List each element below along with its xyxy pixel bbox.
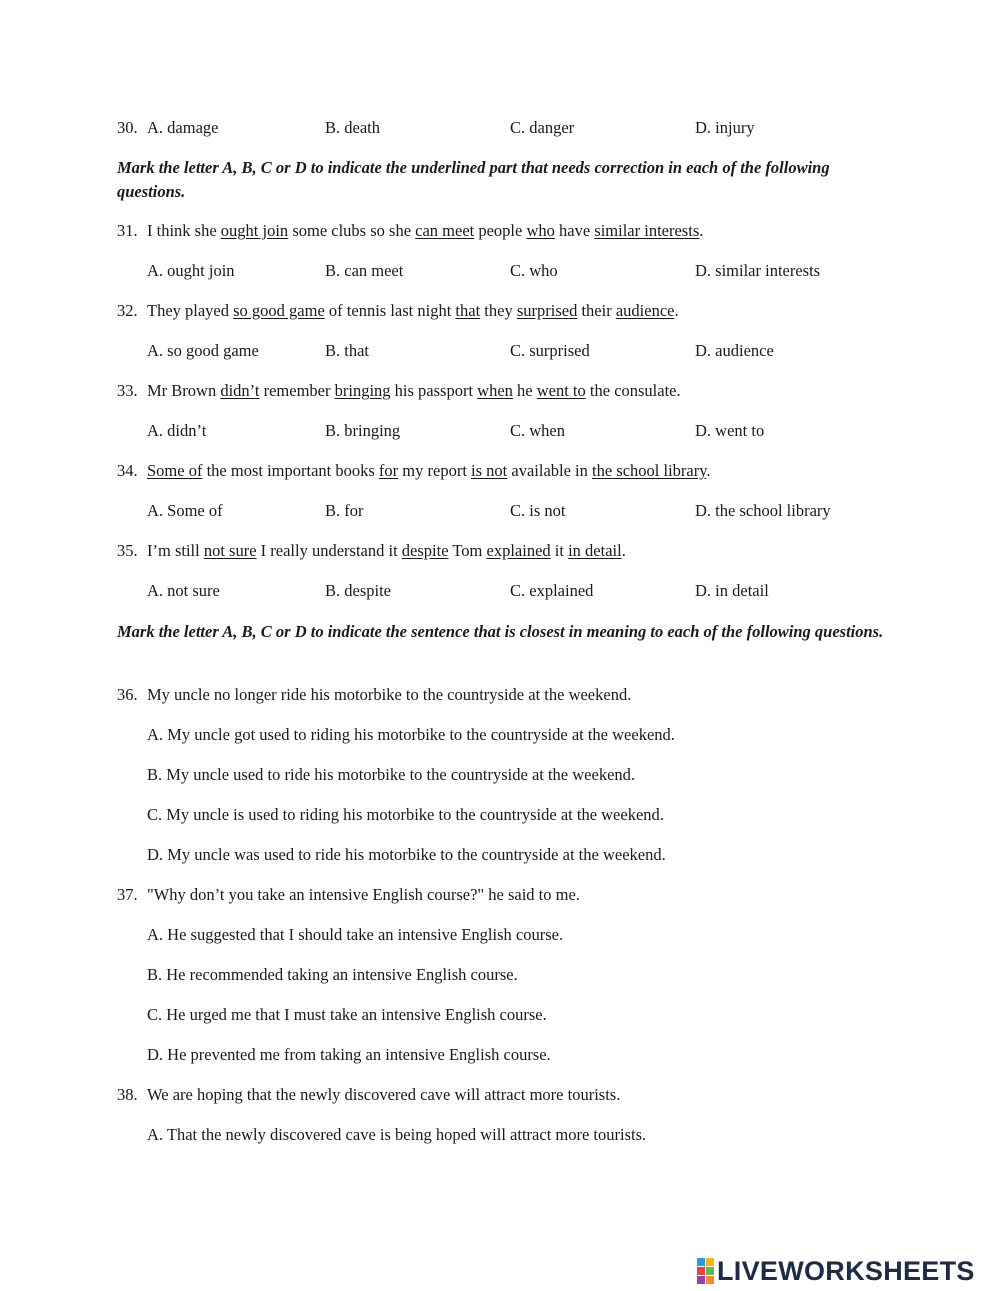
text: Mr Brown [147, 381, 221, 400]
underlined-d: similar interests [594, 221, 700, 240]
text: it [550, 541, 569, 560]
underlined-d: in detail [568, 541, 622, 560]
underlined-d: went to [536, 381, 586, 400]
question-number: 37. [117, 885, 138, 904]
underlined-b: for [378, 461, 399, 480]
option-d: D. audience [695, 341, 774, 360]
option-a: A. damage [147, 118, 219, 137]
text: . [699, 221, 704, 240]
option-c: C. surprised [510, 341, 590, 360]
option-b: B. bringing [325, 421, 401, 440]
underlined-c: when [477, 381, 513, 400]
choice-a: A. That the newly discovered cave is being hoped will attract more tourists. [147, 1125, 647, 1144]
option-b: B. can meet [325, 261, 404, 280]
underlined-c: surprised [516, 301, 578, 320]
text: available in [507, 461, 593, 480]
underlined-b: bringing [334, 381, 391, 400]
option-d: D. in detail [695, 581, 769, 600]
logo-block [697, 1258, 705, 1266]
text: his passport [390, 381, 478, 400]
logo-block [706, 1258, 714, 1266]
text: . [621, 541, 626, 560]
option-c: C. danger [510, 118, 575, 137]
text: have [554, 221, 595, 240]
choice-d: D. My uncle was used to ride his motorbike to the countryside at the weekend. [147, 845, 666, 864]
choice-b: B. He recommended taking an intensive English course. [147, 965, 518, 984]
option-b: B. despite [325, 581, 391, 600]
text: . [706, 461, 711, 480]
text: I’m still [147, 541, 204, 560]
text: of tennis last night [324, 301, 456, 320]
logo-text: LIVEWORKSHEETS [717, 1255, 975, 1286]
text: I really understand it [256, 541, 402, 560]
choice-d: D. He prevented me from taking an intensive English course. [147, 1045, 551, 1064]
text: Tom [448, 541, 487, 560]
option-d: D. went to [695, 421, 765, 440]
option-b: B. that [325, 341, 369, 360]
text: They played [147, 301, 234, 320]
option-a: A. Some of [147, 501, 223, 520]
text: some clubs so she [288, 221, 416, 240]
text: my report [398, 461, 472, 480]
option-b: B. death [325, 118, 380, 137]
option-b: B. for [325, 501, 364, 520]
option-d: D. injury [695, 118, 755, 137]
underlined-a: ought join [220, 221, 289, 240]
choice-c: C. He urged me that I must take an intensive English course. [147, 1005, 547, 1024]
text: the most important books [202, 461, 379, 480]
option-a: A. didn’t [147, 421, 207, 440]
logo-block [706, 1267, 714, 1275]
choice-c: C. My uncle is used to riding his motorbike to the countryside at the weekend. [147, 805, 664, 824]
underlined-a: not sure [203, 541, 257, 560]
question-text: "Why don’t you take an intensive English course?" he said to me. [147, 885, 580, 904]
logo-block [697, 1276, 705, 1284]
logo-block [706, 1276, 714, 1284]
question-number: 38. [117, 1085, 138, 1104]
option-c: C. explained [510, 581, 594, 600]
option-c: C. who [510, 261, 558, 280]
question-text: My uncle no longer ride his motorbike to the countryside at the weekend. [147, 685, 632, 704]
choice-b: B. My uncle used to ride his motorbike to the countryside at the weekend. [147, 765, 636, 784]
logo-blocks-icon [697, 1258, 714, 1284]
text: I think she [147, 221, 221, 240]
underlined-a: didn’t [220, 381, 260, 400]
liveworksheets-logo [697, 1256, 975, 1286]
underlined-b: that [455, 301, 481, 320]
instruction-closest-meaning: Mark the letter A, B, C or D to indicate the sentence that is closest in meaning to each of the following questions. [117, 622, 884, 641]
underlined-b: despite [401, 541, 449, 560]
text: people [474, 221, 527, 240]
text: they [480, 301, 517, 320]
question-number: 33. [117, 381, 138, 400]
underlined-c: explained [486, 541, 551, 560]
question-text: We are hoping that the newly discovered cave will attract more tourists. [147, 1085, 621, 1104]
underlined-d: audience [615, 301, 675, 320]
instruction-error-identification: Mark the letter A, B, C or D to indicate the underlined part that needs correction in each of the following questions. [117, 158, 830, 201]
choice-a: A. He suggested that I should take an intensive English course. [147, 925, 564, 944]
question-number: 31. [117, 221, 138, 240]
underlined-a: Some of [147, 461, 203, 480]
question-number: 35. [117, 541, 138, 560]
underlined-c: is not [471, 461, 508, 480]
question-number: 32. [117, 301, 138, 320]
text: . [674, 301, 679, 320]
logo-block [697, 1267, 705, 1275]
underlined-b: can meet [415, 221, 475, 240]
question-number: 34. [117, 461, 138, 480]
text: he [512, 381, 537, 400]
option-a: A. so good game [147, 341, 259, 360]
option-c: C. is not [510, 501, 566, 520]
option-d: D. similar interests [695, 261, 821, 280]
underlined-c: who [526, 221, 555, 240]
choice-a: A. My uncle got used to riding his motorbike to the countryside at the weekend. [147, 725, 675, 744]
text: remember [259, 381, 335, 400]
question-number: 36. [117, 685, 138, 704]
underlined-a: so good game [233, 301, 325, 320]
option-c: C. when [510, 421, 565, 440]
text: the consulate. [585, 381, 681, 400]
option-a: A. not sure [147, 581, 220, 600]
option-d: D. the school library [695, 501, 831, 520]
option-a: A. ought join [147, 261, 235, 280]
text: their [577, 301, 616, 320]
question-number: 30. [117, 118, 138, 137]
underlined-d: the school library [592, 461, 707, 480]
